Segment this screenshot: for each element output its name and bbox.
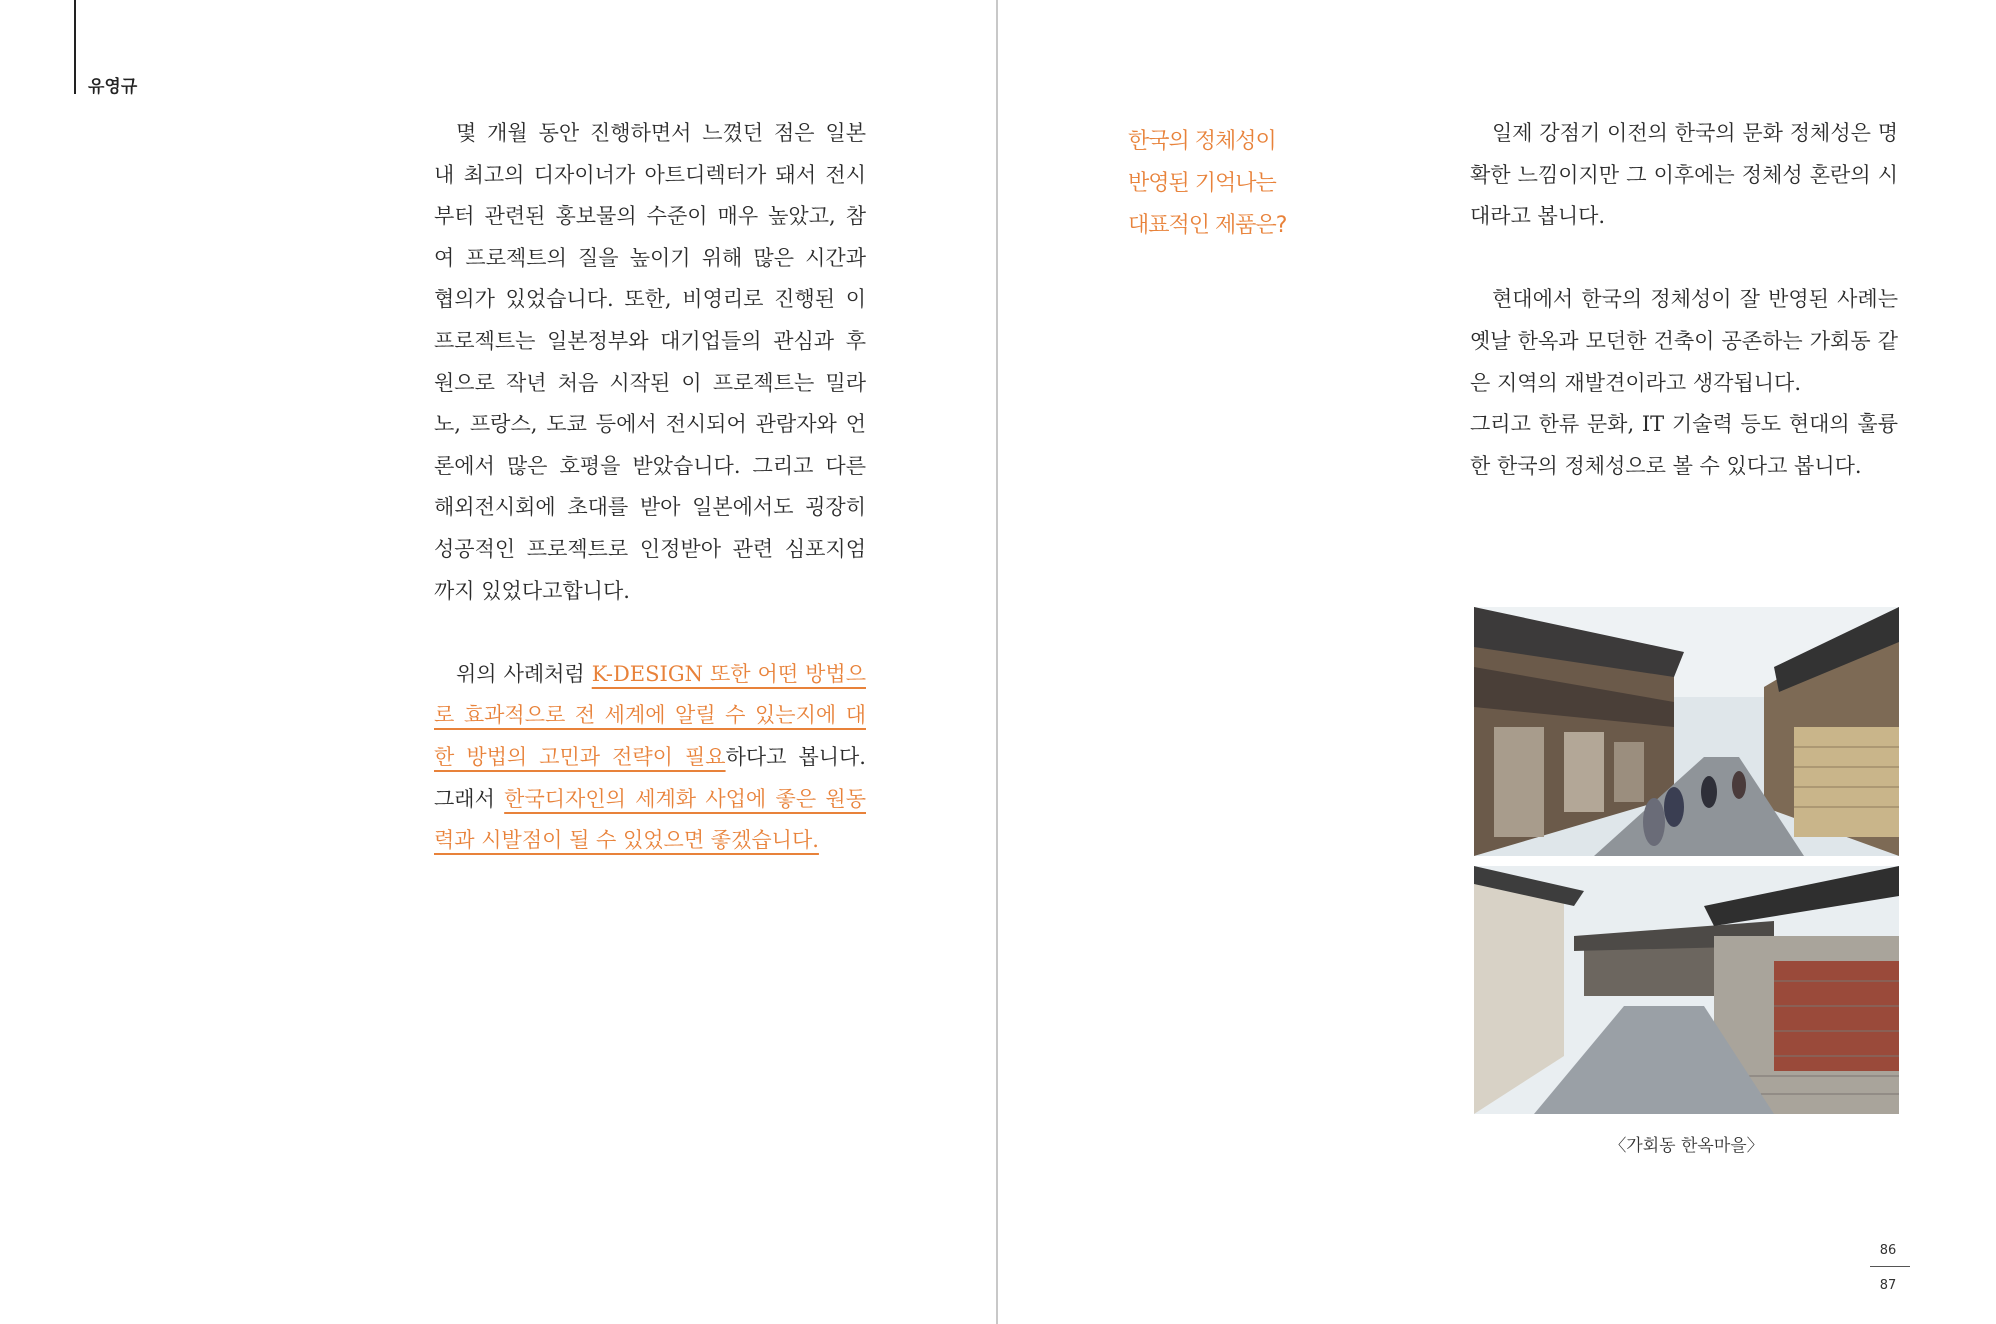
paragraph-2-text-b: 하다고 봅니다. 그래서 — [434, 744, 866, 811]
hanok-street-photo — [1474, 607, 1899, 856]
left-paragraph-1: 몇 개월 동안 진행하면서 느꼈던 점은 일본 내 최고의 디자이너가 아트디렉터가 돼서 전시부터 관련된 홍보물의 수준이 매우 높았고, 참여 프로젝트의 질을 높이기 위해 많은 시간과 협의가 있었습니다. 또한, 비영리로 진행된 이 프로젝트는 일본정부와 대기업들의 관심과 후원으로 작년 처음 시작된 이 프로젝트는 밀라노, 프랑스, 도쿄 등에서 전시되어 관람자와 언론에서 많은 호평을 받았습니다. 그리고 다른 해외전시회에 초대를 받아 일본에서도 굉장히 성공적인 프로젝트로 인정받아 관련 심포지엄까지 있었다고합니다. — [434, 121, 866, 603]
question-line-3: 대표적인 제품은? — [1128, 213, 1287, 238]
question-line-2: 반영된 기억나는 — [1128, 171, 1276, 196]
left-body-column — [434, 113, 866, 862]
question-line-1: 한국의 정체성이 — [1128, 129, 1276, 154]
right-paragraph-1: 일제 강점기 이전의 한국의 문화 정체성은 명확한 느낌이지만 그 이후에는 정체성 혼란의 시대라고 봅니다. — [1470, 121, 1898, 229]
hanok-street-illustration — [1474, 607, 1899, 856]
author-name: 유영규 — [88, 77, 138, 97]
interview-question — [1128, 121, 1348, 247]
right-paragraph-2: 현대에서 한국의 정체성이 잘 반영된 사례는 옛날 한옥과 모던한 건축이 공존하는 가회동 같은 지역의 재발견이라고 생각됩니다. — [1470, 287, 1898, 395]
right-body-column — [1470, 113, 1898, 487]
highlight-strategy: K-DESIGN 또한 어떤 방법으로 효과적으로 전 세계에 알릴 수 있는지에 대한 방법의 고민과 전략이 필요 — [434, 661, 866, 769]
left-paragraph-2 — [434, 654, 866, 862]
hanok-alley-photo — [1474, 866, 1899, 1114]
photo-caption: 〈가회동 한옥마을〉 — [1609, 1136, 1764, 1156]
page-number-left: 86 — [1879, 1243, 1897, 1258]
page-gutter — [996, 0, 998, 1324]
paragraph-2-text-a: 위의 사례처럼 — [456, 661, 592, 686]
page-number-right: 87 — [1879, 1278, 1897, 1293]
header-rule — [74, 0, 76, 94]
highlight-globalization: 한국디자인의 세계화 사업에 좋은 원동력과 시발점이 될 수 있었으면 좋겠습니다. — [434, 786, 866, 853]
hanok-alley-illustration — [1474, 866, 1899, 1114]
page-number-divider — [1870, 1266, 1910, 1267]
right-paragraph-3: 그리고 한류 문화, IT 기술력 등도 현대의 훌륭한 한국의 정체성으로 볼 수 있다고 봅니다. — [1470, 412, 1898, 478]
